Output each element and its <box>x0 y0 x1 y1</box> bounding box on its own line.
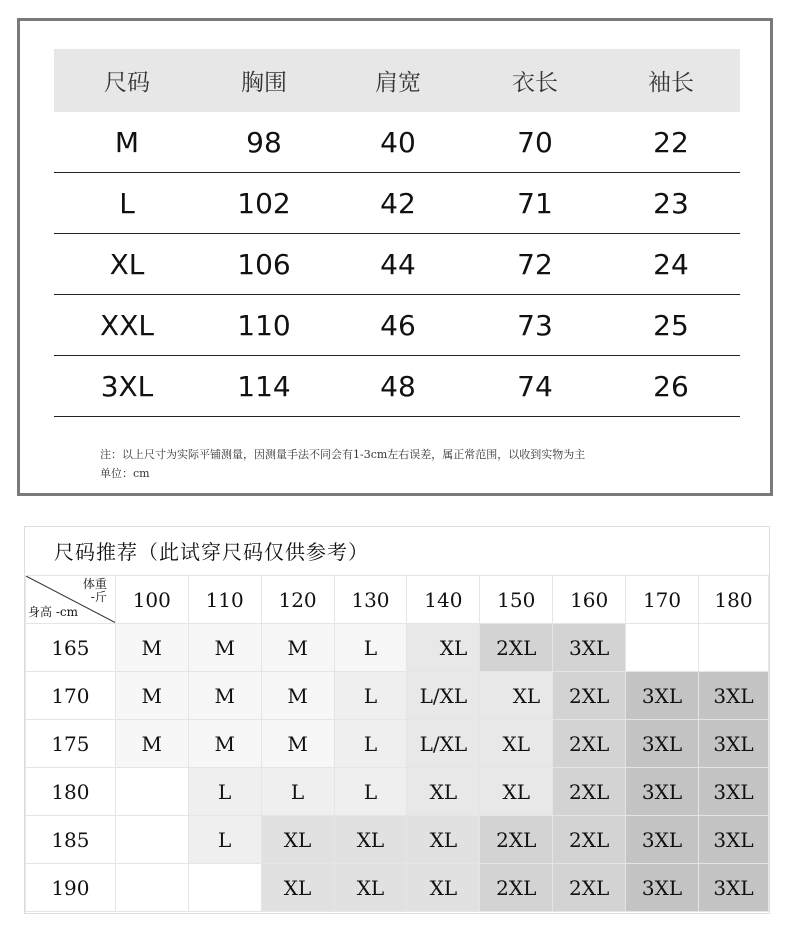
measurement-note <box>100 445 740 483</box>
size-cell: XL <box>480 768 553 816</box>
cell-size: L <box>54 173 200 234</box>
height-header: 175 <box>26 720 116 768</box>
cell-length: 71 <box>468 173 602 234</box>
height-header: 185 <box>26 816 116 864</box>
size-cell: XL <box>407 768 480 816</box>
header-shoulder: 肩宽 <box>328 49 468 112</box>
size-cell: M <box>115 672 188 720</box>
cell-shoulder: 46 <box>328 295 468 356</box>
cell-size: M <box>54 112 200 173</box>
size-cell: 3XL <box>626 768 699 816</box>
header-chest: 胸围 <box>200 49 328 112</box>
weight-header: 120 <box>261 576 334 624</box>
size-cell: L <box>188 768 261 816</box>
size-cell: XL <box>334 864 407 912</box>
size-chart-table <box>54 49 740 417</box>
size-cell <box>115 864 188 912</box>
size-cell: L <box>334 672 407 720</box>
size-chart-panel <box>17 18 773 496</box>
size-cell <box>626 624 699 672</box>
cell-shoulder: 44 <box>328 234 468 295</box>
cell-sleeve: 25 <box>602 295 740 356</box>
cell-shoulder: 48 <box>328 356 468 417</box>
size-cell: 2XL <box>553 864 626 912</box>
size-cell: L <box>188 816 261 864</box>
weight-header: 160 <box>553 576 626 624</box>
size-cell: 3XL <box>699 768 769 816</box>
cell-length: 72 <box>468 234 602 295</box>
table-row <box>54 356 740 417</box>
size-cell: M <box>115 720 188 768</box>
cell-size: XL <box>54 234 200 295</box>
cell-chest: 110 <box>200 295 328 356</box>
size-cell: 3XL <box>699 720 769 768</box>
weight-header: 100 <box>115 576 188 624</box>
cell-shoulder: 42 <box>328 173 468 234</box>
size-cell: 2XL <box>553 720 626 768</box>
cell-shoulder: 40 <box>328 112 468 173</box>
size-cell: 3XL <box>553 624 626 672</box>
size-cell: 2XL <box>480 864 553 912</box>
weight-header: 110 <box>188 576 261 624</box>
cell-sleeve: 23 <box>602 173 740 234</box>
cell-chest: 102 <box>200 173 328 234</box>
size-cell: 2XL <box>553 672 626 720</box>
header-size: 尺码 <box>54 49 200 112</box>
height-header: 170 <box>26 672 116 720</box>
size-cell: 2XL <box>553 816 626 864</box>
recommendation-table <box>25 575 769 912</box>
size-cell: 2XL <box>480 624 553 672</box>
note-line-1: 注：以上尺寸为实际平铺测量，因测量手法不同会有1-3cm左右误差，属正常范围，以收到实物为主 <box>100 448 586 461</box>
size-cell: M <box>188 720 261 768</box>
size-cell: L/XL <box>407 720 480 768</box>
weight-header: 170 <box>626 576 699 624</box>
size-cell: M <box>261 720 334 768</box>
table-row <box>54 112 740 173</box>
table-row <box>26 624 769 672</box>
size-chart-header-row <box>54 49 740 112</box>
size-cell: M <box>188 624 261 672</box>
cell-chest: 106 <box>200 234 328 295</box>
size-cell: L <box>334 768 407 816</box>
size-cell: M <box>115 624 188 672</box>
cell-length: 74 <box>468 356 602 417</box>
size-cell: 3XL <box>626 672 699 720</box>
size-cell: XL <box>480 720 553 768</box>
weight-unit-label: -斤 <box>90 590 107 604</box>
cell-length: 70 <box>468 112 602 173</box>
size-cell: M <box>261 672 334 720</box>
weight-header: 180 <box>699 576 769 624</box>
table-row <box>26 672 769 720</box>
height-header: 165 <box>26 624 116 672</box>
cell-sleeve: 24 <box>602 234 740 295</box>
cell-sleeve: 26 <box>602 356 740 417</box>
size-cell: L <box>334 720 407 768</box>
weight-axis-label: 体重 <box>82 577 107 591</box>
size-cell <box>188 864 261 912</box>
table-row <box>26 720 769 768</box>
size-cell: XL <box>480 672 553 720</box>
size-cell: L <box>334 624 407 672</box>
height-header: 190 <box>26 864 116 912</box>
cell-size: 3XL <box>54 356 200 417</box>
size-cell: XL <box>407 864 480 912</box>
size-cell: 2XL <box>553 768 626 816</box>
table-row <box>54 173 740 234</box>
weight-header: 140 <box>407 576 480 624</box>
size-cell <box>115 816 188 864</box>
size-cell: XL <box>261 864 334 912</box>
size-cell: 3XL <box>626 864 699 912</box>
weight-header-row <box>26 576 769 624</box>
size-cell: M <box>261 624 334 672</box>
cell-length: 73 <box>468 295 602 356</box>
size-cell: 3XL <box>699 864 769 912</box>
weight-header: 150 <box>480 576 553 624</box>
height-axis-label: 身高 -cm <box>28 605 78 619</box>
size-cell: L <box>261 768 334 816</box>
table-row <box>26 768 769 816</box>
cell-chest: 114 <box>200 356 328 417</box>
table-row <box>54 295 740 356</box>
cell-sleeve: 22 <box>602 112 740 173</box>
header-length: 衣长 <box>468 49 602 112</box>
size-cell <box>699 624 769 672</box>
cell-chest: 98 <box>200 112 328 173</box>
weight-header: 130 <box>334 576 407 624</box>
cell-size: XXL <box>54 295 200 356</box>
size-cell: XL <box>407 816 480 864</box>
size-cell: XL <box>261 816 334 864</box>
note-line-2: 单位：cm <box>100 467 150 480</box>
size-cell: 3XL <box>626 816 699 864</box>
table-row <box>26 864 769 912</box>
height-header: 180 <box>26 768 116 816</box>
size-cell <box>115 768 188 816</box>
size-cell: XL <box>334 816 407 864</box>
size-cell: L/XL <box>407 672 480 720</box>
recommendation-title: 尺码推荐（此试穿尺码仅供参考） <box>54 540 369 564</box>
size-cell: XL <box>407 624 480 672</box>
table-row <box>26 816 769 864</box>
size-cell: 3XL <box>626 720 699 768</box>
size-cell: M <box>188 672 261 720</box>
corner-cell <box>26 576 116 624</box>
size-recommendation-panel <box>24 526 770 914</box>
size-cell: 3XL <box>699 816 769 864</box>
header-sleeve: 袖长 <box>602 49 740 112</box>
table-row <box>54 234 740 295</box>
size-cell: 2XL <box>480 816 553 864</box>
size-cell: 3XL <box>699 672 769 720</box>
